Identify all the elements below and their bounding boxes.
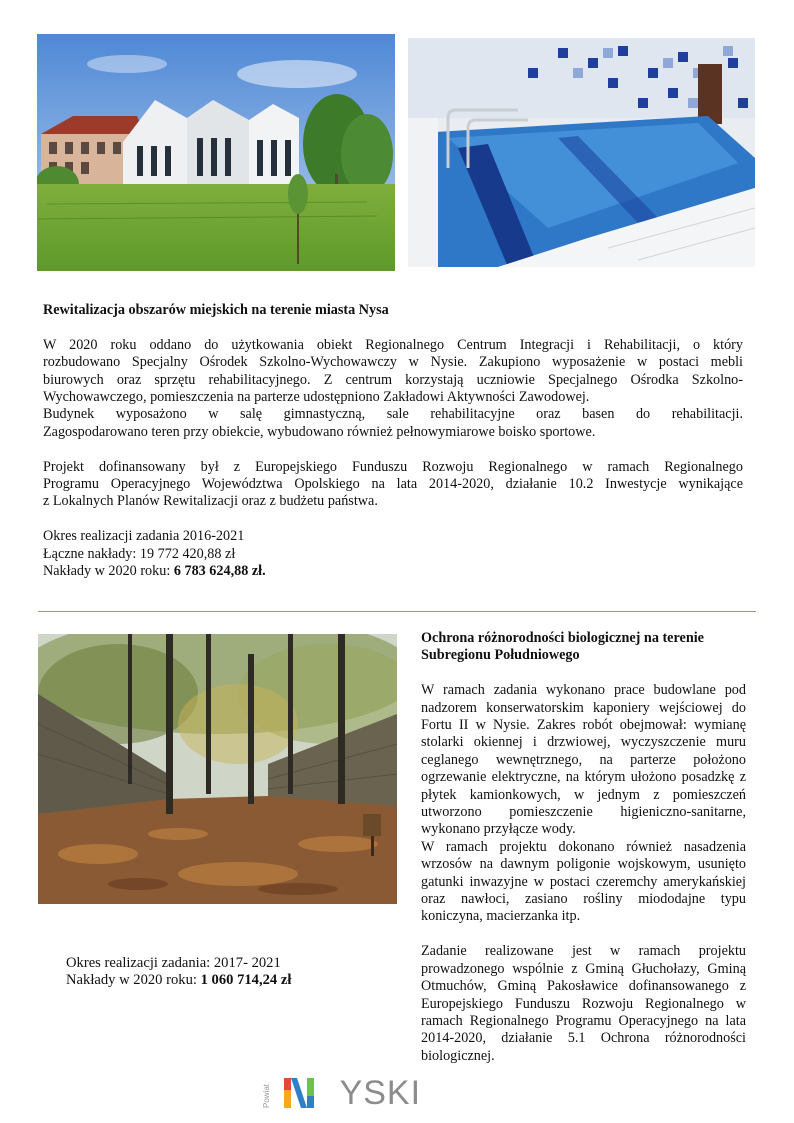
section2-paragraph2: W ramach projektu dokonano również nasadzenia wrzosów na dawnym poligonie wojskowym, usunięto gatunki inwazyjne w postaci czeremchy amerykańskiej oraz nawłoci, zasiano rośliny miododajne typu koniczyna, macierzanka itp. [421,838,746,925]
section1-paragraph2 [43,459,743,511]
section-divider [38,611,756,612]
section2-text [421,630,746,1065]
text-line: Budynek wyposażono w salę gimnastyczną, sale rehabilitacyjne oraz basen do rehabilitacji. [43,406,743,423]
text-line: Wychowawczego, pomieszczenia na parterze udostępniono Zakładowi Aktywności Zawodowej. [43,389,590,406]
logo-small-text: Powiat [262,1084,271,1109]
section2-title-line: Subregionu Południowego [421,647,580,664]
section2-paragraph3: Zadanie realizowane jest w ramach projektu prowadzonego wspólnie z Gminą Głuchołazy, Gminą Otmuchów, Gminą Pakosławice dofinansowanego z Europejskiego Funduszu Rozwoju Regionalnego w ramach Regionalnego Programu Operacyjnego na lata 2014-2020, działanie 5.1 Ochrona różnorodności biologicznej. [421,943,746,1064]
building-photo [37,34,395,271]
section2-title-line: Ochrona różnorodności biologicznej na terenie [421,630,704,646]
section1-year-costs [43,563,743,580]
powiat-nyski-logo [262,1074,422,1114]
text-line: Zagospodarowano teren przy obiekcie, wybudowano również pełnowymiarowe boisko sportowe. [43,423,596,440]
section1-text [43,302,743,580]
logo-brand-text [314,1074,421,1112]
year-costs-value: 6 783 624,88 zł. [173,563,266,580]
section1-title: Rewitalizacja obszarów miejskich na terenie miasta Nysa [43,302,389,318]
section1-total: Łączne nakłady: 19 772 420,88 zł [43,545,236,562]
year-costs-label: Nakłady w 2020 roku: [66,972,201,989]
logo-brand-full [262,1074,263,1075]
year-costs-value: 1 060 714,24 zł [200,972,292,989]
section2-title [421,630,746,665]
pool-photo [408,38,755,267]
section1-paragraph1 [43,337,743,441]
text-line: Projekt dofinansowany był z Europejskiego Funduszu Rozwoju Regionalnego w ramach Regionalnego [43,458,743,475]
text-line: Programu Operacyjnego Województwa Opolskiego na lata 2014-2020, działanie 10.2 Inwestycje wynikające [43,476,743,493]
section2-paragraph1: W ramach zadania wykonano prace budowlane pod nadzorem konserwatorskim kaponiery wejściowej do Fortu II w Nysie. Zakres robót obejmował: wymianę stolarki okiennej i drzwiowej, wyczyszczenie muru ceglanego wewnętrznego, na parterze położono ogrzewanie elektryczne, na którym ułożono posadzkę z płytek kamionkowych, w jednym z pomieszczeń utworzono pomieszczenie higieniczno-sanitarne, wykonano przyłącze wody. [421,682,746,838]
logo-brand-rest: YSKI [339,1074,422,1112]
text-line: W 2020 roku oddano do użytkowania obiekt Regionalnego Centrum Integracji i Rehabilitacji, o który [43,336,743,353]
year-costs-label: Nakłady w 2020 roku: [43,563,174,580]
text-line: rozbudowano Specjalny Ośrodek Szkolno-Wychowawczy w Nysie. Zakupiono wyposażenie w postaci mebli [43,354,743,371]
section2-year-costs [66,972,386,989]
section2-costs [66,955,386,990]
section1-period: Okres realizacji zadania 2016-2021 [43,528,245,545]
text-line: biurowych oraz sprzętu rehabilitacyjnego. Z centrum korzystają uczniowie Specjalnego Ośrodka Szkolno- [43,371,743,388]
fort-trench-photo [38,634,397,904]
text-line: z Lokalnych Planów Rewitalizacji oraz z budżetu państwa. [43,493,378,510]
section2-period: Okres realizacji zadania: 2017- 2021 [66,955,281,971]
logo-mark-icon [282,1076,318,1110]
